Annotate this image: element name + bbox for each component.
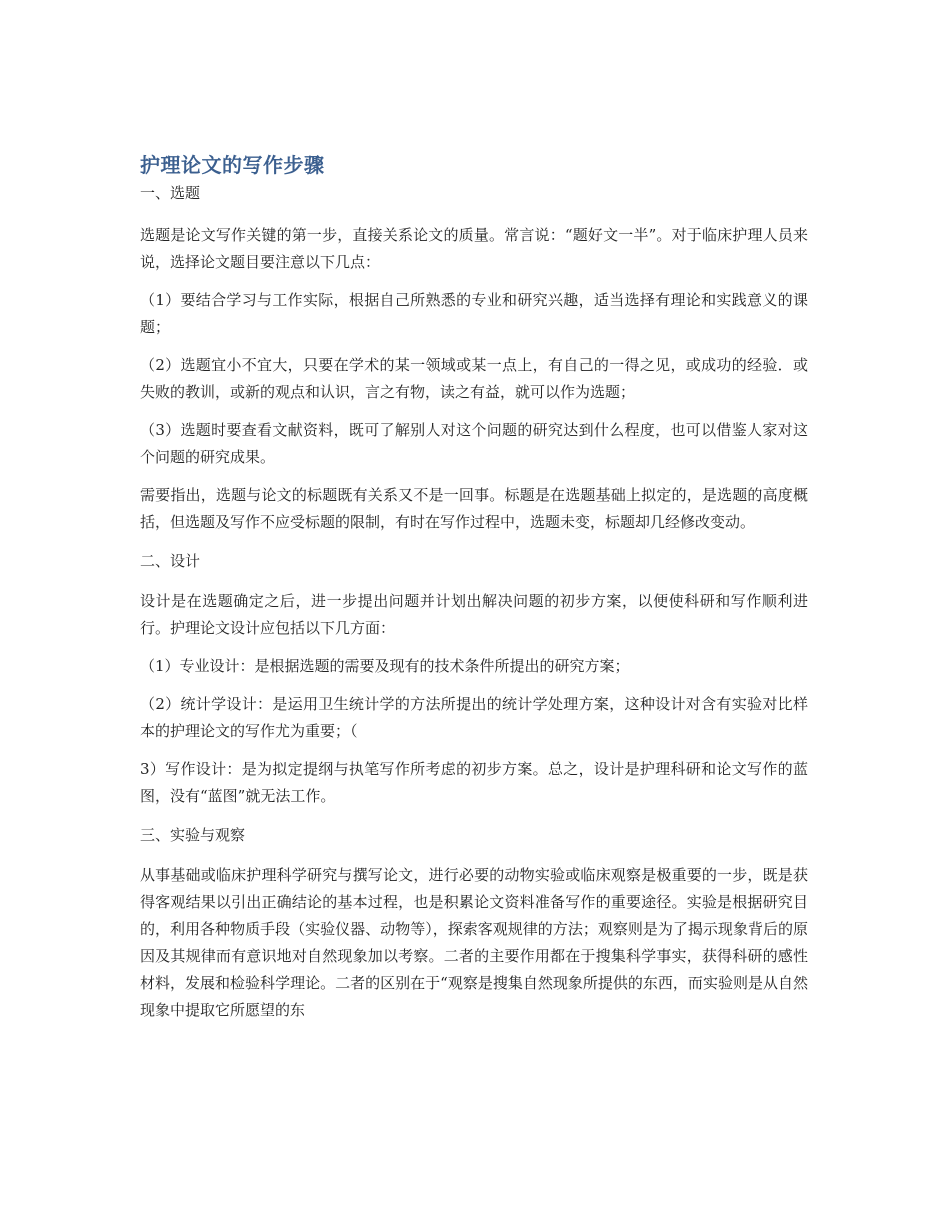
paragraph: （2）选题宜小不宜大，只要在学术的某一领域或某一点上，有自己的一得之见，或成功的经验．或失败的教训，或新的观点和认识，言之有物，读之有益，就可以作为选题； — [140, 356, 808, 401]
section-heading-design: 二、设计 — [140, 552, 201, 570]
paragraph: 选题是论文写作关键的第一步，直接关系论文的质量。常言说：“题好文一半”。对于临床护理人员来说，选择论文题目要注意以下几点： — [140, 226, 808, 271]
paragraph: （3）选题时要查看文献资料，既可了解别人对这个问题的研究达到什么程度，也可以借鉴人家对这个问题的研究成果。 — [140, 421, 808, 466]
section-heading-experiment: 三、实验与观察 — [140, 826, 246, 844]
paragraph: 3）写作设计：是为拟定提纲与执笔写作所考虑的初步方案。总之，设计是护理科研和论文写作的蓝图，没有“蓝图”就无法工作。 — [140, 760, 808, 805]
section-heading-topic: 一、选题 — [140, 184, 201, 202]
document-page — [140, 150, 808, 1035]
paragraph: （2）统计学设计：是运用卫生统计学的方法所提出的统计学处理方案，这种设计对含有实验对比样本的护理论文的写作尤为重要；（ — [140, 695, 808, 740]
document-title: 护理论文的写作步骤 — [140, 153, 325, 177]
paragraph: 需要指出，选题与论文的标题既有关系又不是一回事。标题是在选题基础上拟定的，是选题的高度概括，但选题及写作不应受标题的限制，有时在写作过程中，选题未变，标题却几经修改变动。 — [140, 486, 808, 531]
paragraph: （1）要结合学习与工作实际，根据自己所熟悉的专业和研究兴趣，适当选择有理论和实践意义的课题； — [140, 291, 808, 336]
paragraph: 设计是在选题确定之后，进一步提出问题并计划出解决问题的初步方案，以便使科研和写作顺利进行。护理论文设计应包括以下几方面： — [140, 592, 808, 637]
paragraph: （1）专业设计：是根据选题的需要及现有的技术条件所提出的研究方案； — [140, 657, 630, 675]
paragraph: 从事基础或临床护理科学研究与撰写论文，进行必要的动物实验或临床观察是极重要的一步，既是获得客观结果以引出正确结论的基本过程，也是积累论文资料准备写作的重要途径。实验是根据研究目的，利用各种物质手段（实验仪器、动物等），探索客观规律的方法；观察则是为了揭示现象背后的原因及其规律而有意识地对自然现象加以考察。二者的主要作用都在于搜集科学事实，获得科研的感性材料，发展和检验科学理论。二者的区别在于“观察是搜集自然现象所提供的东西，而实验则是从自然现象中提取它所愿望的东 — [140, 866, 808, 1019]
